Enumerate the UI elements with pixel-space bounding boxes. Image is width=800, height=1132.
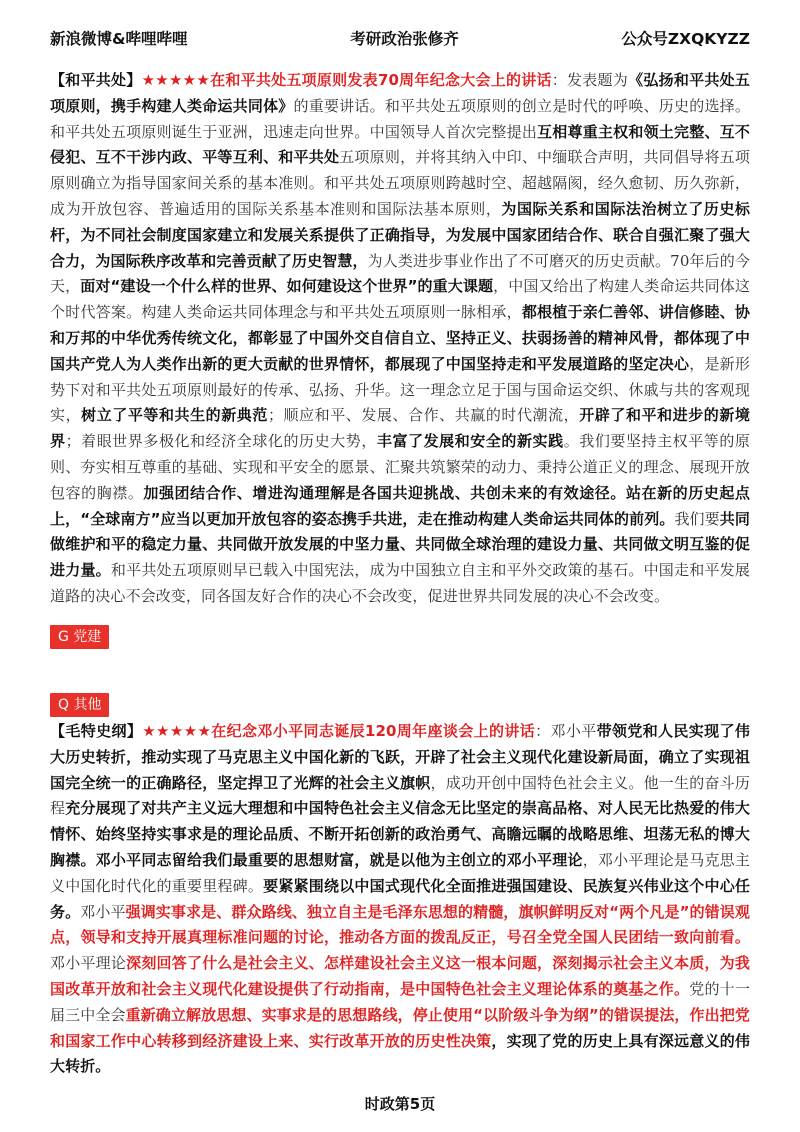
highlight-text: 强调实事求是、群众路线、独立自主是毛泽东思想的精髓，旗帜鲜明反对“两个凡是”的错误观点，领导和支持开展真理标准问题的讨论，推动各方面的拨乱反正，号召全党全国人民团结一致向前看。 [50,902,751,947]
body-text: ，中国又给出了构建人类命运共同体这个时代答案。构建人类命运共同体理念与和平共处五项原则一脉相承， [50,277,751,322]
header-left: 新浪微博&哔哩哔哩 [50,30,188,48]
body-text: 和平共处五项原则早已载入中国宪法，成为中国独立自主和平外交政策的基石。中国走和平发展道路的决心不会改变，同各国友好合作的决心不会改变，促进世界共同发展的决心不会改变。 [50,561,750,605]
header-right: 公众号ZXQKYZZ [621,30,750,48]
body-text: 我们要 [674,509,720,528]
body-text: ；顺应和平、发展、合作、共赢的时代潮流， [267,406,580,425]
highlight-text: 深刻回答了什么是社会主义、怎样建设社会主义这一根本问题，深刻揭示社会主义本质，为我国改革开放和社会主义现代化建设提供了行动指南，是中国特色社会主义理论体系的奠基之作。 [50,954,750,998]
body-text: 五项原则，并将其纳入中印、中缅联合声明，共同倡导将五项原则确立为指导国家间关系的基本准则。和平共处五项原则跨越时空、超越隔阂，经久愈韧、历久弥新，成为开放包容、普遍适用的国际关系基本准则和国际法基本原则， [50,148,751,218]
body-text: ：发表题为 [551,71,629,89]
bold-text: 加强团结合作、增进沟通理解是各国共迎挑战、共创未来的有效途径。站在新的历史起点上，“全球南方”应当以更加开放包容的姿态携手共进，走在推动构建人类命运共同体的前列。 [50,483,751,528]
body-text: ，是新形势下对和平共处五项原则最好的传承、弘扬、升华。这一理念立足于国与国命运交织、休戚与共的客观现实， [50,354,750,425]
body-text: ，邓小平理论是马克思主义中国化时代化的重要里程碑。 [50,850,750,895]
body-text: 邓小平理论 [50,954,127,973]
page-header [50,26,750,50]
bold-text: 面对“建设一个什么样的世界、如何建设这个世界”的重大课题 [80,277,494,296]
body-text: ，成功开创中国特色社会主义。他一生的奋斗历程 [50,773,750,818]
bold-text: 要紧紧围绕以中国式现代化全面推进强国建设、民族复兴伟业这个中心任务。 [50,876,751,921]
page-footer: 时政第5页 [364,1095,436,1113]
bold-text: 开辟了和平和进步的新境界 [50,406,751,451]
highlight-text: ★★★★★在纪念邓小平同志诞辰120周年座谈会上的讲话 [142,722,536,740]
bold-text: ，实现了党的历史上具有深远意义的伟大转折。 [50,1031,751,1076]
body-text: 。我们要坚持主权平等的原则、夯实相互尊重的基础、实现和平安全的愿景、汇聚共筑繁荣的动力、秉持公道正义的理念、展现开放包容的胸襟。 [50,432,751,502]
category-tag-other: Q 其他 [50,693,109,717]
section-peaceful-coexistence [50,68,750,610]
bold-text: 共同做维护和平的稳定力量、共同做开放发展的中坚力量、共同做全球治理的建设力量、共同做文明互鉴的促进力量。 [50,509,750,580]
bold-text: 【毛特史纲】 [50,722,143,740]
body-text: 的重要讲话。和平共处五项原则的创立是时代的呼唤、历史的选择。和平共处五项原则诞生于亚洲，迅速走向世界。中国领导人首次完整提出 [50,96,750,141]
category-tag-party-building: G 党建 [50,625,109,649]
bold-text: 树立了平等和共生的新典范 [81,406,268,425]
bold-text: 丰富了发展和安全的新实践 [376,432,564,451]
bold-text: 都根植于亲仁善邻、讲信修睦、协和万邦的中华优秀传统文化，都彰显了中国外交自信自立、坚持正义、扶弱扬善的精神风骨，都体现了中国共产党人为人类作出新的更大贡献的世界情怀，都展现了中国坚持走和平发展道路的坚定决心 [50,303,750,373]
bold-text: 充分展现了对共产主义远大理想和中国特色社会主义信念无比坚定的崇高品格、对人民无比热爱的伟大情怀、始终坚持实事求是的理论品质、不断开拓创新的政治勇气、高瞻远瞩的战略思维、坦荡无私的博大胸襟。邓小平同志留给我们最重要的思想财富，就是以他为主创立的邓小平理论 [50,799,750,869]
header-center: 考研政治张修齐 [350,30,459,48]
bold-text: 为国际关系和国际法治树立了历史标杆，为不同社会制度国家建立和发展关系提供了正确指导，为发展中国家团结合作、联合自强汇聚了强大合力，为国际秩序改革和完善贡献了历史智慧， [50,199,750,270]
body-text: 邓小平 [80,902,126,921]
bold-text: 带领党和人民实现了伟大历史转折，推动实现了马克思主义中国化新的飞跃，开辟了社会主义现代化建设新局面，确立了实现祖国完全统一的正确路径，坚定捍卫了光辉的社会主义旗帜 [50,722,750,792]
highlight-text: ★★★★★在和平共处五项原则发表70周年纪念大会上的讲话 [141,71,552,89]
body-text: ；着眼世界多极化和经济全球化的历史大势， [65,432,377,451]
body-text: ：邓小平 [535,722,597,740]
section-mao-theory [50,719,750,1080]
highlight-text: 重新确立解放思想、实事求是的思想路线，停止使用“以阶级斗争为纲”的错误提法，作出把党和国家工作中心转移到经济建设上来、实行改革开放的历史性决策 [50,1005,750,1050]
bold-text: 《弘扬和平共处五项原则，携手构建人类命运共同体》 [50,71,750,115]
bold-text: 互相尊重主权和领土完整、互不侵犯、互不干涉内政、平等互利、和平共处 [50,122,751,167]
body-text: 为人类进步事业作出了不可磨灭的历史贡献。70年后的今天， [50,251,750,296]
body-text: 党的十一届三中全会 [50,979,750,1024]
bold-text: 【和平共处】 [50,71,142,89]
